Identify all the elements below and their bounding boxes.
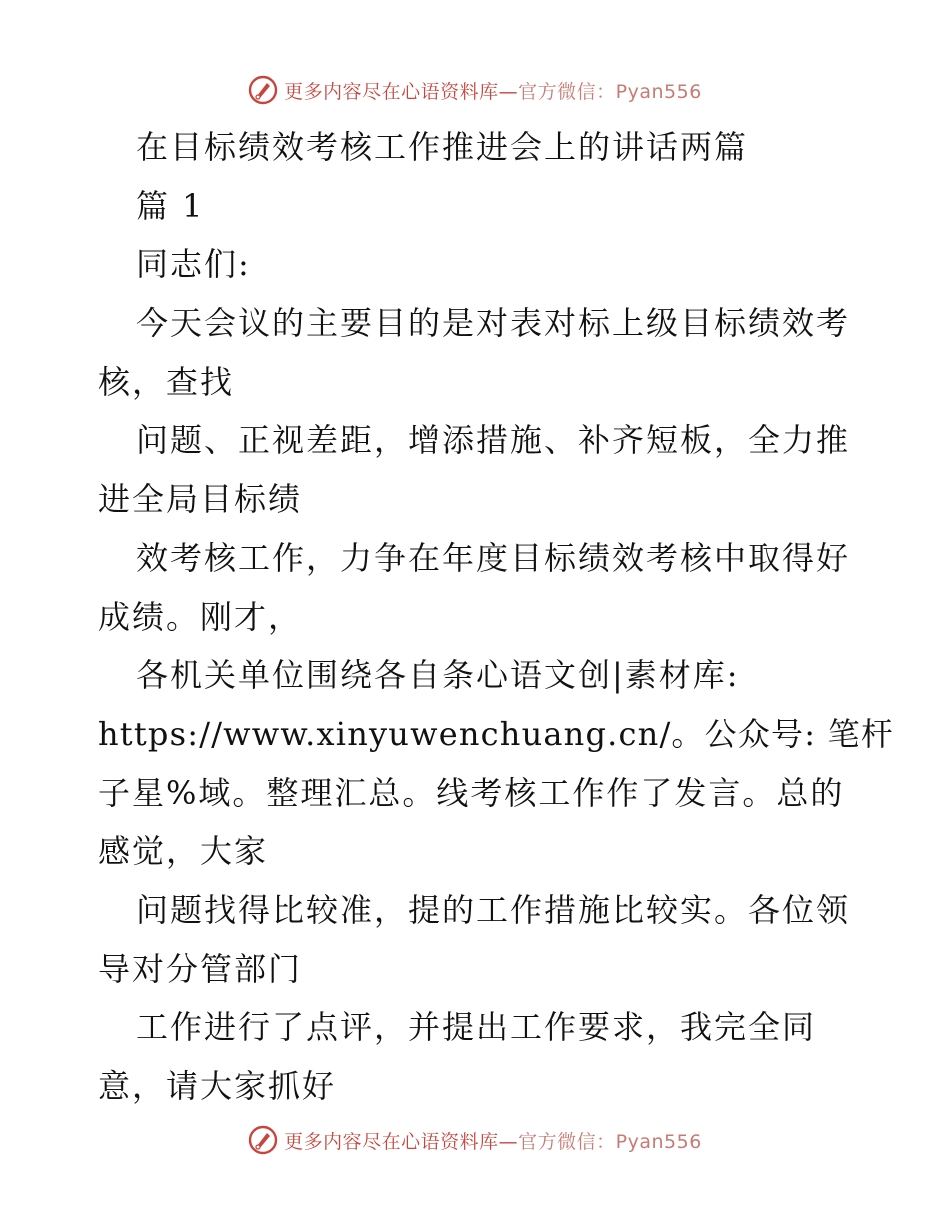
paragraph-line: 工作进行了点评，并提出工作要求，我完全同 [136, 1008, 817, 1047]
watermark-separator: — [498, 1130, 519, 1153]
paragraph-line: 效考核工作，力争在年度目标绩效考核中取得好 [136, 538, 851, 577]
header-watermark [0, 70, 950, 110]
paragraph-line: 问题找得比较准，提的工作措施比较实。各位领 [136, 890, 851, 929]
paragraph-line: 核，查找 [98, 362, 235, 401]
pen-nib-logo-icon [248, 1125, 278, 1155]
paragraph-line: 意，请大家抓好 [98, 1067, 337, 1105]
paragraph-line: 问题、正视差距，增添措施、补齐短板，全力推 [136, 421, 851, 460]
pen-nib-logo-icon [248, 75, 278, 105]
document-body [98, 118, 894, 1116]
watermark-separator: — [498, 80, 519, 103]
paragraph-line: 子星%域。整理汇总。线考核工作作了发言。总的 [98, 773, 845, 812]
watermark-brand: 更多内容尽在心语资料库 [284, 80, 499, 103]
paragraph-line-url: https://www.xinyuwenchuang.cn/。公众号: 笔杆 [98, 714, 894, 753]
paragraph-line: 感觉，大家 [98, 832, 269, 871]
paragraph-line: 成绩。刚才， [98, 597, 303, 636]
watermark-contact: 官方微信：Pyan556 [518, 1130, 702, 1153]
paragraph-line: 进全局目标绩 [98, 480, 303, 519]
salutation: 同志们: [136, 245, 251, 284]
watermark-brand: 更多内容尽在心语资料库 [284, 1130, 499, 1153]
watermark-contact: 官方微信：Pyan556 [518, 80, 702, 103]
paragraph-line: 导对分管部门 [98, 949, 303, 988]
document-title: 在目标绩效考核工作推进会上的讲话两篇 [136, 128, 749, 166]
watermark-text [284, 1127, 702, 1154]
paragraph-line: 各机关单位围绕各自条心语文创|素材库: [136, 656, 740, 695]
watermark-text [284, 77, 702, 104]
paragraph-line: 今天会议的主要目的是对表对标上级目标绩效考 [136, 304, 851, 343]
footer-watermark [0, 1120, 950, 1160]
section-heading: 篇 1 [136, 186, 205, 225]
